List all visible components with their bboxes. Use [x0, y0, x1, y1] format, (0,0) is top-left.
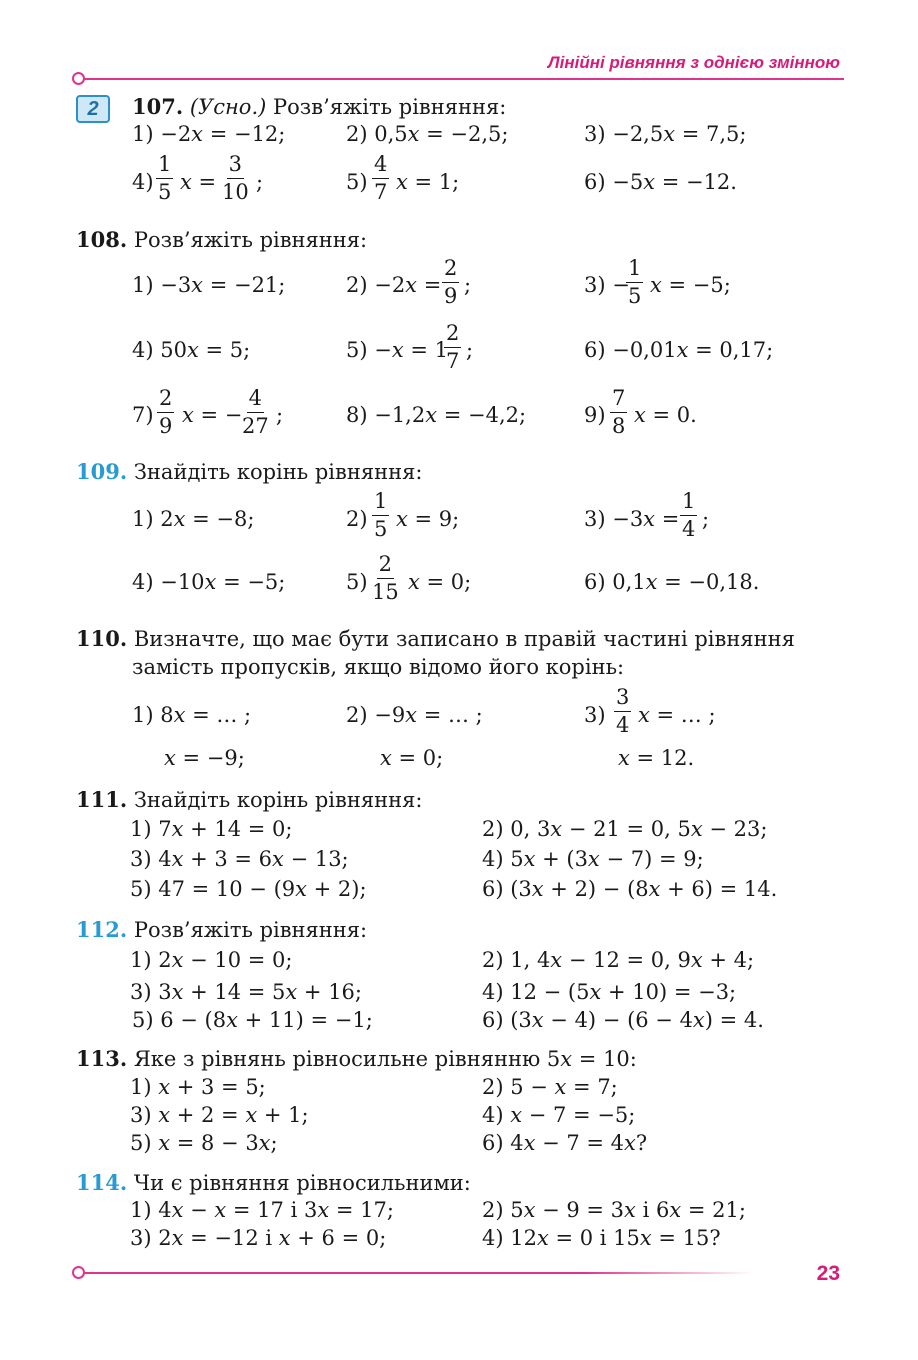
exercise-112-item-4: 4) 12 − (5𝑥 + 10) = −3;: [482, 980, 737, 1004]
exercise-112-item-6: 6) (3𝑥 − 4) − (6 − 4𝑥) = 4.: [482, 1008, 764, 1032]
exercise-110-item-3-label: 3): [584, 703, 606, 727]
exercise-107-item-1: 1) −2𝑥 = −12;: [132, 122, 286, 146]
exercise-109-item-2-end: 𝑥 = 9;: [396, 507, 460, 531]
exercise-108-item-7-end: ;: [276, 403, 284, 427]
exercise-number: 113.: [76, 1046, 128, 1071]
fraction: $\frac{1}{5}$: [628, 256, 642, 308]
exercise-112-item-3: 3) 3𝑥 + 14 = 5𝑥 + 16;: [130, 980, 362, 1004]
exercise-114-item-4: 4) 12𝑥 = 0 і 15𝑥 = 15?: [482, 1226, 721, 1250]
exercise-108-item-2-end: ;: [464, 273, 472, 297]
exercise-108-item-2-label: 2) −2𝑥 =: [346, 273, 442, 297]
fraction: $\frac{7}{8}$: [612, 386, 626, 438]
exercise-111-item-6: 6) (3𝑥 + 2) − (8𝑥 + 6) = 14.: [482, 877, 778, 901]
exercise-110-root-3: 𝑥 = 12.: [618, 746, 695, 770]
exercise-107-item-2: 2) 0,5𝑥 = −2,5;: [346, 122, 509, 146]
exercise-title: Знайдіть корінь рівняння:: [133, 460, 423, 484]
exercise-title: Чи є рівняння рівносильними:: [133, 1171, 471, 1195]
fraction: $\frac{1}{4}$: [682, 489, 696, 541]
top-divider-dot: [72, 72, 85, 85]
exercise-113-item-4: 4) 𝑥 − 7 = −5;: [482, 1103, 636, 1127]
exercise-title: Розв’яжіть рівняння:: [273, 95, 507, 119]
running-header: Лінійні рівняння з однією змінною: [547, 53, 840, 72]
exercise-107-item-5-label: 5): [346, 170, 368, 194]
exercise-114-item-2: 2) 5𝑥 − 9 = 3𝑥 і 6𝑥 = 21;: [482, 1198, 746, 1222]
exercise-107-item-4-mid: 𝑥 =: [180, 170, 217, 194]
exercise-108-item-9-end: 𝑥 = 0.: [634, 403, 697, 427]
fraction: $\frac{2}{9}$: [159, 386, 173, 438]
fraction: $\frac{3}{4}$: [616, 685, 630, 737]
exercise-110-root-1: 𝑥 = −9;: [164, 746, 245, 770]
exercise-113-item-3: 3) 𝑥 + 2 = 𝑥 + 1;: [130, 1103, 309, 1127]
exercise-111-item-4: 4) 5𝑥 + (3𝑥 − 7) = 9;: [482, 847, 704, 871]
exercise-113-heading: [76, 1046, 637, 1071]
exercise-111-item-3: 3) 4𝑥 + 3 = 6𝑥 − 13;: [130, 847, 349, 871]
exercise-note: (Усно.): [189, 95, 267, 119]
exercise-113-item-2: 2) 5 − 𝑥 = 7;: [482, 1075, 618, 1099]
fraction: $\frac{3}{10}$: [222, 152, 249, 204]
exercise-number: 108.: [76, 227, 128, 252]
exercise-114-heading: [76, 1170, 471, 1195]
fraction: $\frac{2}{9}$: [444, 256, 458, 308]
bottom-divider: [74, 1272, 754, 1274]
exercise-110-heading: [76, 626, 795, 651]
exercise-109-item-5-label: 5): [346, 570, 368, 594]
exercise-title: Знайдіть корінь рівняння:: [133, 788, 423, 812]
exercise-109-item-5-end: 𝑥 = 0;: [408, 570, 472, 594]
exercise-109-heading: [76, 459, 422, 484]
exercise-108-item-6: 6) −0,01𝑥 = 0,17;: [584, 338, 774, 362]
exercise-108-item-5-end: ;: [466, 338, 474, 362]
exercise-109-item-2-label: 2): [346, 507, 368, 531]
exercise-title: Розв’яжіть рівняння:: [133, 918, 368, 942]
exercise-112-item-1: 1) 2𝑥 − 10 = 0;: [130, 948, 293, 972]
exercise-number: 111.: [76, 787, 128, 812]
exercise-110-item-3-end: 𝑥 = … ;: [638, 703, 716, 727]
exercise-107-item-3: 3) −2,5𝑥 = 7,5;: [584, 122, 747, 146]
exercise-107-item-4-end: ;: [256, 170, 264, 194]
fraction: $\frac{2}{15}$: [372, 552, 399, 604]
exercise-107-item-5-end: 𝑥 = 1;: [396, 170, 460, 194]
exercise-109-item-4: 4) −10𝑥 = −5;: [132, 570, 286, 594]
exercise-text-line-1: Визначте, що має бути записано в правій частині рівняння: [133, 627, 795, 651]
exercise-number: 112.: [76, 917, 128, 942]
exercise-111-heading: [76, 787, 422, 812]
exercise-113-item-5: 5) 𝑥 = 8 − 3𝑥;: [130, 1131, 278, 1155]
exercise-109-item-3-end: ;: [702, 507, 710, 531]
top-divider: [74, 78, 844, 80]
bottom-divider-dot: [72, 1266, 85, 1279]
exercise-108-item-7-label: 7): [132, 403, 154, 427]
exercise-title: Яке з рівнянь рівносильне рівнянню 5𝑥 = 10:: [133, 1047, 637, 1071]
exercise-113-item-1: 1) 𝑥 + 3 = 5;: [130, 1075, 266, 1099]
exercise-111-item-5: 5) 47 = 10 − (9𝑥 + 2);: [130, 877, 367, 901]
exercise-110-root-2: 𝑥 = 0;: [380, 746, 444, 770]
exercise-108-item-5-label: 5) −𝑥 = 1: [346, 338, 448, 362]
exercise-108-item-3-label: 3) −: [584, 273, 630, 297]
exercise-109-item-3-label: 3) −3𝑥 =: [584, 507, 680, 531]
exercise-108-item-7-mid: 𝑥 = −: [182, 403, 243, 427]
exercise-107-heading: [132, 94, 506, 119]
exercise-112-heading: [76, 917, 367, 942]
exercise-108-item-8: 8) −1,2𝑥 = −4,2;: [346, 403, 527, 427]
exercise-109-item-1: 1) 2𝑥 = −8;: [132, 507, 255, 531]
difficulty-level-badge: 2: [76, 95, 110, 123]
exercise-108-heading: [76, 227, 367, 252]
fraction: $\frac{2}{7}$: [446, 321, 460, 373]
fraction: $\frac{1}{5}$: [374, 489, 388, 541]
exercise-114-item-1: 1) 4𝑥 − 𝑥 = 17 і 3𝑥 = 17;: [130, 1198, 394, 1222]
exercise-114-item-3: 3) 2𝑥 = −12 і 𝑥 + 6 = 0;: [130, 1226, 387, 1250]
exercise-108-item-9-label: 9): [584, 403, 606, 427]
exercise-110-text-line-2: замість пропусків, якщо відомо його корінь:: [132, 655, 625, 679]
exercise-112-item-5: 5) 6 − (8𝑥 + 11) = −1;: [132, 1008, 373, 1032]
exercise-108-item-3-end: 𝑥 = −5;: [650, 273, 731, 297]
exercise-111-item-2: 2) 0, 3𝑥 − 21 = 0, 5𝑥 − 23;: [482, 817, 768, 841]
page-number: 23: [816, 1262, 840, 1285]
exercise-113-item-6: 6) 4𝑥 − 7 = 4𝑥?: [482, 1131, 648, 1155]
exercise-107-item-6: 6) −5𝑥 = −12.: [584, 170, 737, 194]
exercise-number: 110.: [76, 626, 128, 651]
exercise-title: Розв’яжіть рівняння:: [133, 228, 368, 252]
fraction: $\frac{4}{7}$: [374, 152, 388, 204]
exercise-107-item-4-label: 4): [132, 170, 154, 194]
exercise-110-item-2: 2) −9𝑥 = … ;: [346, 703, 483, 727]
exercise-number: 114.: [76, 1170, 128, 1195]
exercise-108-item-1: 1) −3𝑥 = −21;: [132, 273, 286, 297]
exercise-number: 109.: [76, 459, 128, 484]
exercise-110-item-1: 1) 8𝑥 = … ;: [132, 703, 252, 727]
exercise-number: 107.: [132, 94, 184, 119]
exercise-108-item-4: 4) 50𝑥 = 5;: [132, 338, 251, 362]
fraction: $\frac{4}{27}$: [242, 386, 269, 438]
exercise-112-item-2: 2) 1, 4𝑥 − 12 = 0, 9𝑥 + 4;: [482, 948, 755, 972]
exercise-109-item-6: 6) 0,1𝑥 = −0,18.: [584, 570, 760, 594]
exercise-111-item-1: 1) 7𝑥 + 14 = 0;: [130, 817, 293, 841]
fraction: $\frac{1}{5}$: [158, 152, 172, 204]
